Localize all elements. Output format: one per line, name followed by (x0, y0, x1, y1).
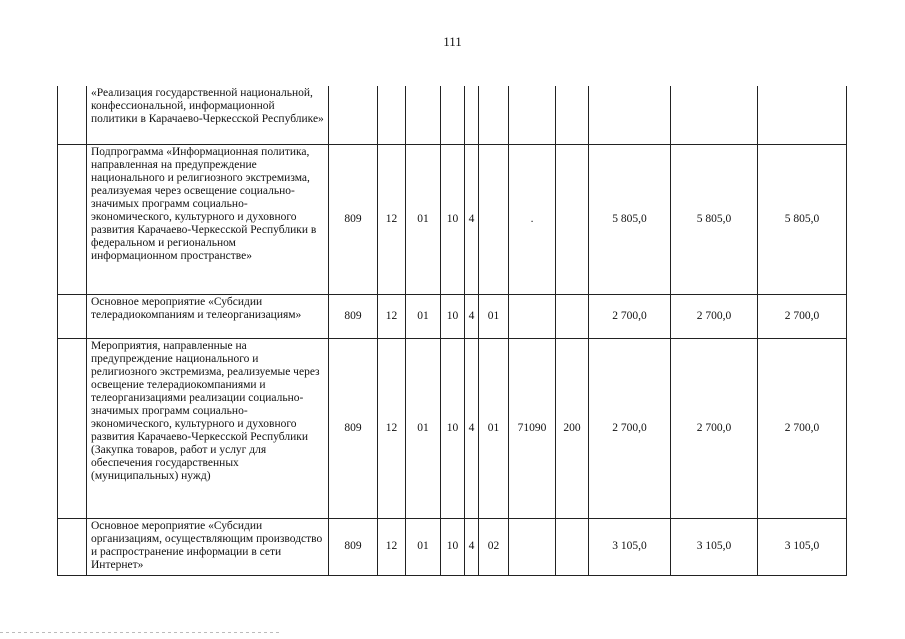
cs-event-cell (479, 144, 509, 294)
table-row (58, 294, 847, 338)
grbs-cell: 809 (329, 144, 378, 294)
grbs-cell: 809 (329, 518, 378, 575)
year-3-amount-cell (758, 86, 847, 144)
grbs-cell (329, 86, 378, 144)
cs-subprogram-cell: 4 (465, 338, 479, 518)
cs-program-cell: 10 (441, 144, 465, 294)
podrazdel-cell: 01 (406, 338, 441, 518)
table-row (58, 144, 847, 294)
cs-subprogram-cell (465, 86, 479, 144)
cs-subprogram-cell: 4 (465, 518, 479, 575)
table-row (58, 518, 847, 575)
table-row (58, 86, 847, 144)
row-name-cell: Подпрограмма «Информационная политика, направленная на предупреждение национального и религиозного экстремизма, реализуемая через освещение социально-значимых программ социально-экономического, культурного и духовного развития Карачаево-Черкесской Республики в федеральном и региональном информационном пространстве» (87, 144, 329, 294)
year-1-amount-cell: 5 805,0 (589, 144, 671, 294)
cs-event-cell: 02 (479, 518, 509, 575)
year-1-amount-cell: 3 105,0 (589, 518, 671, 575)
razdel-cell: 12 (378, 518, 406, 575)
year-2-amount-cell (671, 86, 758, 144)
row-index-cell (58, 518, 87, 575)
row-name-cell: Основное мероприятие «Субсидии организациям, осуществляющим производство и распространение информации в сети Интернет» (87, 518, 329, 575)
vid-rashodov-cell (556, 86, 589, 144)
podrazdel-cell (406, 86, 441, 144)
row-name-cell: Мероприятия, направленные на предупреждение национального и религиозного экстремизма, реализуемые через освещение телерадиокомпаниями и телеорганизациями реализации социально-значимых программ социально-экономического, культурного и духовного развития Карачаево-Черкесской Республики (Закупка товаров, работ и услуг для обеспечения государственных (муниципальных) нужд) (87, 338, 329, 518)
cs-subprogram-cell: 4 (465, 294, 479, 338)
cs-program-cell: 10 (441, 518, 465, 575)
cs-subprogram-cell: 4 (465, 144, 479, 294)
vid-rashodov-cell: 200 (556, 338, 589, 518)
grbs-cell: 809 (329, 294, 378, 338)
year-1-amount-cell (589, 86, 671, 144)
cs-direction-cell (509, 518, 556, 575)
year-1-amount-cell: 2 700,0 (589, 294, 671, 338)
row-name-cell: Основное мероприятие «Субсидии телерадиокомпаниям и телеорганизациям» (87, 294, 329, 338)
year-3-amount-cell: 2 700,0 (758, 338, 847, 518)
year-3-amount-cell: 5 805,0 (758, 144, 847, 294)
table-row (58, 338, 847, 518)
budget-table (57, 86, 847, 576)
razdel-cell: 12 (378, 144, 406, 294)
cs-direction-cell: 71090 (509, 338, 556, 518)
row-index-cell (58, 338, 87, 518)
podrazdel-cell: 01 (406, 294, 441, 338)
year-2-amount-cell: 2 700,0 (671, 338, 758, 518)
cs-program-cell (441, 86, 465, 144)
cs-event-cell: 01 (479, 338, 509, 518)
razdel-cell: 12 (378, 294, 406, 338)
year-3-amount-cell: 3 105,0 (758, 518, 847, 575)
vid-rashodov-cell (556, 518, 589, 575)
cs-program-cell: 10 (441, 294, 465, 338)
cs-direction-cell (509, 86, 556, 144)
cs-event-cell (479, 86, 509, 144)
podrazdel-cell: 01 (406, 144, 441, 294)
row-index-cell (58, 144, 87, 294)
year-2-amount-cell: 3 105,0 (671, 518, 758, 575)
year-2-amount-cell: 2 700,0 (671, 294, 758, 338)
page-number: 111 (443, 34, 462, 49)
podrazdel-cell: 01 (406, 518, 441, 575)
cs-direction-cell: . (509, 144, 556, 294)
row-index-cell (58, 294, 87, 338)
row-name-cell: «Реализация государственной национальной, конфессиональной, информационной политики в Карачаево-Черкесской Республике» (87, 86, 329, 144)
vid-rashodov-cell (556, 144, 589, 294)
cs-event-cell: 01 (479, 294, 509, 338)
razdel-cell: 12 (378, 338, 406, 518)
year-3-amount-cell: 2 700,0 (758, 294, 847, 338)
vid-rashodov-cell (556, 294, 589, 338)
row-index-cell (58, 86, 87, 144)
cs-program-cell: 10 (441, 338, 465, 518)
razdel-cell (378, 86, 406, 144)
grbs-cell: 809 (329, 338, 378, 518)
year-2-amount-cell: 5 805,0 (671, 144, 758, 294)
year-1-amount-cell: 2 700,0 (589, 338, 671, 518)
scan-artifact-line (0, 632, 280, 633)
cs-direction-cell (509, 294, 556, 338)
